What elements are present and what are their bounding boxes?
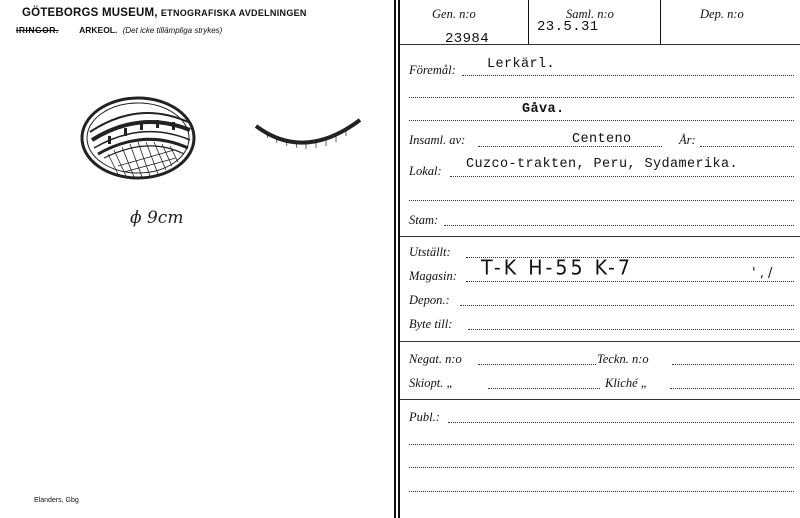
lokal-line	[450, 176, 794, 177]
stam-label: Stam:	[409, 213, 439, 227]
skiopt-line	[488, 388, 600, 389]
bowl-sketch	[78, 92, 200, 184]
section-name: ARKEOL.	[79, 25, 118, 35]
teckn-label: Teckn. n:o	[597, 352, 649, 366]
struck-section: IRINGOR.	[16, 25, 59, 35]
header-note: (Det icke tillämpliga strykes)	[122, 26, 223, 35]
divider-line-outer	[394, 0, 396, 518]
publ-line-2	[409, 444, 794, 445]
top-row-separator-1	[528, 0, 529, 44]
gen-no-value: 23984	[445, 31, 490, 47]
magasin-marks: ' , /	[752, 266, 773, 281]
foremal-line-2	[409, 97, 794, 98]
insaml-label: Insaml. av:	[409, 133, 466, 147]
publ-line-4	[409, 491, 794, 492]
insaml-line	[478, 146, 662, 147]
depon-label: Depon.:	[409, 293, 450, 307]
section-rule-2	[400, 341, 800, 342]
diameter-note: ϕ 9cm	[130, 208, 184, 228]
ar-line	[700, 146, 794, 147]
printer-name: Elanders, Gbg	[34, 497, 79, 504]
skiopt-label: Skiopt. „	[409, 376, 454, 390]
magasin-value: T-K H-55 K-7	[481, 256, 633, 280]
stam-line	[444, 225, 794, 226]
saml-no-label: Saml. n:o	[566, 7, 614, 21]
lokal-value: Cuzco-trakten, Peru, Sydamerika.	[466, 157, 739, 172]
lokal-label: Lokal:	[409, 164, 442, 178]
bowl-profile-sketch	[254, 116, 364, 156]
top-row-rule	[400, 44, 800, 45]
gen-no-label: Gen. n:o	[432, 7, 476, 21]
section-rule-1	[400, 236, 800, 237]
publ-line-1	[448, 422, 794, 423]
top-row-separator-2	[660, 0, 661, 44]
utstallt-label: Utställt:	[409, 245, 451, 259]
department-name: ETNOGRAFISKA AVDELNINGEN	[160, 8, 307, 18]
byte-label: Byte till:	[409, 317, 453, 331]
magasin-line	[466, 281, 794, 282]
section-rule-3	[400, 399, 800, 400]
divider-line-inner	[398, 0, 400, 518]
negat-label: Negat. n:o	[409, 352, 462, 366]
foremal-value: Lerkärl.	[487, 57, 556, 72]
gift-value: Gåva.	[522, 102, 565, 117]
negat-line	[478, 364, 596, 365]
insaml-value: Centeno	[572, 132, 632, 147]
foremal-line-3	[409, 120, 794, 121]
foremal-line	[462, 75, 794, 76]
depon-line	[460, 305, 794, 306]
publ-label: Publ.:	[409, 410, 440, 424]
foremal-label: Föremål:	[409, 63, 456, 77]
byte-line	[468, 329, 794, 330]
saml-no-value: 23.5.31	[537, 19, 599, 35]
dep-no-label: Dep. n:o	[700, 7, 744, 21]
ar-label: År:	[679, 133, 696, 147]
kliche-line	[670, 388, 794, 389]
museum-header	[22, 7, 307, 19]
kliche-label: Kliché „	[605, 376, 648, 390]
lokal-line-2	[409, 200, 794, 201]
teckn-line	[672, 364, 794, 365]
publ-line-3	[409, 467, 794, 468]
magasin-label: Magasin:	[409, 269, 457, 283]
department-line	[16, 25, 222, 35]
museum-name: GÖTEBORGS MUSEUM,	[22, 7, 158, 19]
